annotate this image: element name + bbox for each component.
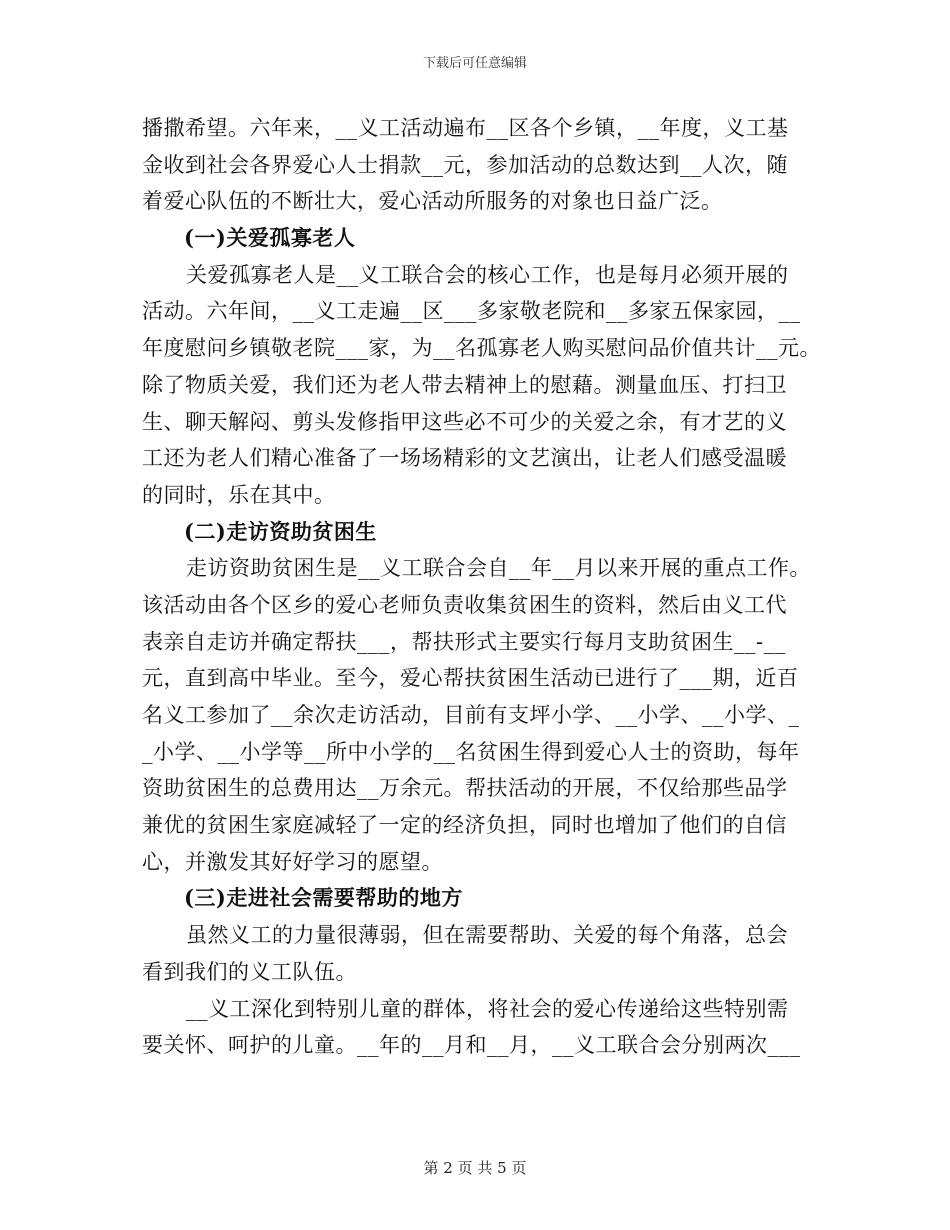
body-line: 除了物质关爱，我们还为老人带去精神上的慰藉。测量血压、打扫卫	[142, 372, 787, 397]
body-line: 金收到社会各界爱心人士捐款__元，参加活动的总数达到__人次，随	[142, 152, 788, 177]
body-line: 走访资助贫困生是__义工联合会自__年__月以来开展的重点工作。	[186, 556, 811, 581]
page-header: 下载后可任意编辑	[422, 56, 527, 71]
section-heading-3: (三)走进社会需要帮助的地方	[184, 885, 463, 911]
body-line: 虽然义工的力量很薄弱，但在需要帮助、关爱的每个角落，总会	[186, 923, 788, 948]
section-heading-1: (一)关爱孤寡老人	[184, 225, 356, 251]
body-line: _小学、__小学等__所中小学的__名贫困生得到爱心人士的资助，每年	[142, 739, 800, 764]
body-line: 年度慰问乡镇敬老院___家，为__名孤寡老人购买慰问品价值共计__元。	[142, 336, 821, 361]
body-line: 看到我们的义工队伍。	[142, 959, 357, 984]
body-line: 生、聊天解闷、剪头发修指甲这些必不可少的关爱之余，有才艺的义	[142, 409, 787, 434]
body-line: 兼优的贫困生家庭减轻了一定的经济负担，同时也增加了他们的自信	[142, 813, 787, 838]
body-line: 工还为老人们精心准备了一场场精彩的文艺演出，让老人们感受温暖	[142, 446, 787, 471]
body-line: 着爱心队伍的不断壮大，爱心活动所服务的对象也日益广泛。	[142, 189, 723, 214]
body-line: 要关怀、呵护的儿童。__年的__月和__月，__义工联合会分别两次___	[142, 1033, 801, 1058]
body-line: 名义工参加了__余次走访活动，目前有支坪小学、__小学、__小学、_	[142, 703, 800, 727]
body-line: 资助贫困生的总费用达__万余元。帮扶活动的开展，不仅给那些品学	[142, 776, 788, 801]
body-line: __义工深化到特别儿童的群体，将社会的爱心传递给这些特别需	[186, 996, 789, 1021]
body-line: 表亲自走访并确定帮扶___，帮扶形式主要实行每月支助贫困生__-__	[142, 629, 786, 654]
document-body	[142, 110, 821, 1064]
body-line: 关爱孤寡老人是__义工联合会的核心工作，也是每月必须开展的	[186, 262, 789, 287]
body-line: 该活动由各个区乡的爱心老师负责收集贫困生的资料，然后由义工代	[142, 592, 787, 617]
body-line: 元，直到高中毕业。至今，爱心帮扶贫困生活动已进行了___期，近百	[142, 666, 799, 691]
body-line: 活动。六年间，__义工走遍__区___多家敬老院和__多家五保家园，__	[142, 299, 801, 324]
body-line: 播撒希望。六年来，__义工活动遍布__区各个乡镇，__年度，义工基	[142, 116, 789, 140]
body-line: 的同时，乐在其中。	[142, 482, 336, 507]
section-heading-2: (二)走访资助贫困生	[184, 518, 377, 544]
body-line: 心，并激发其好好学习的愿望。	[142, 849, 443, 874]
page-number-footer: 第 2 页 共 5 页	[423, 1159, 527, 1177]
